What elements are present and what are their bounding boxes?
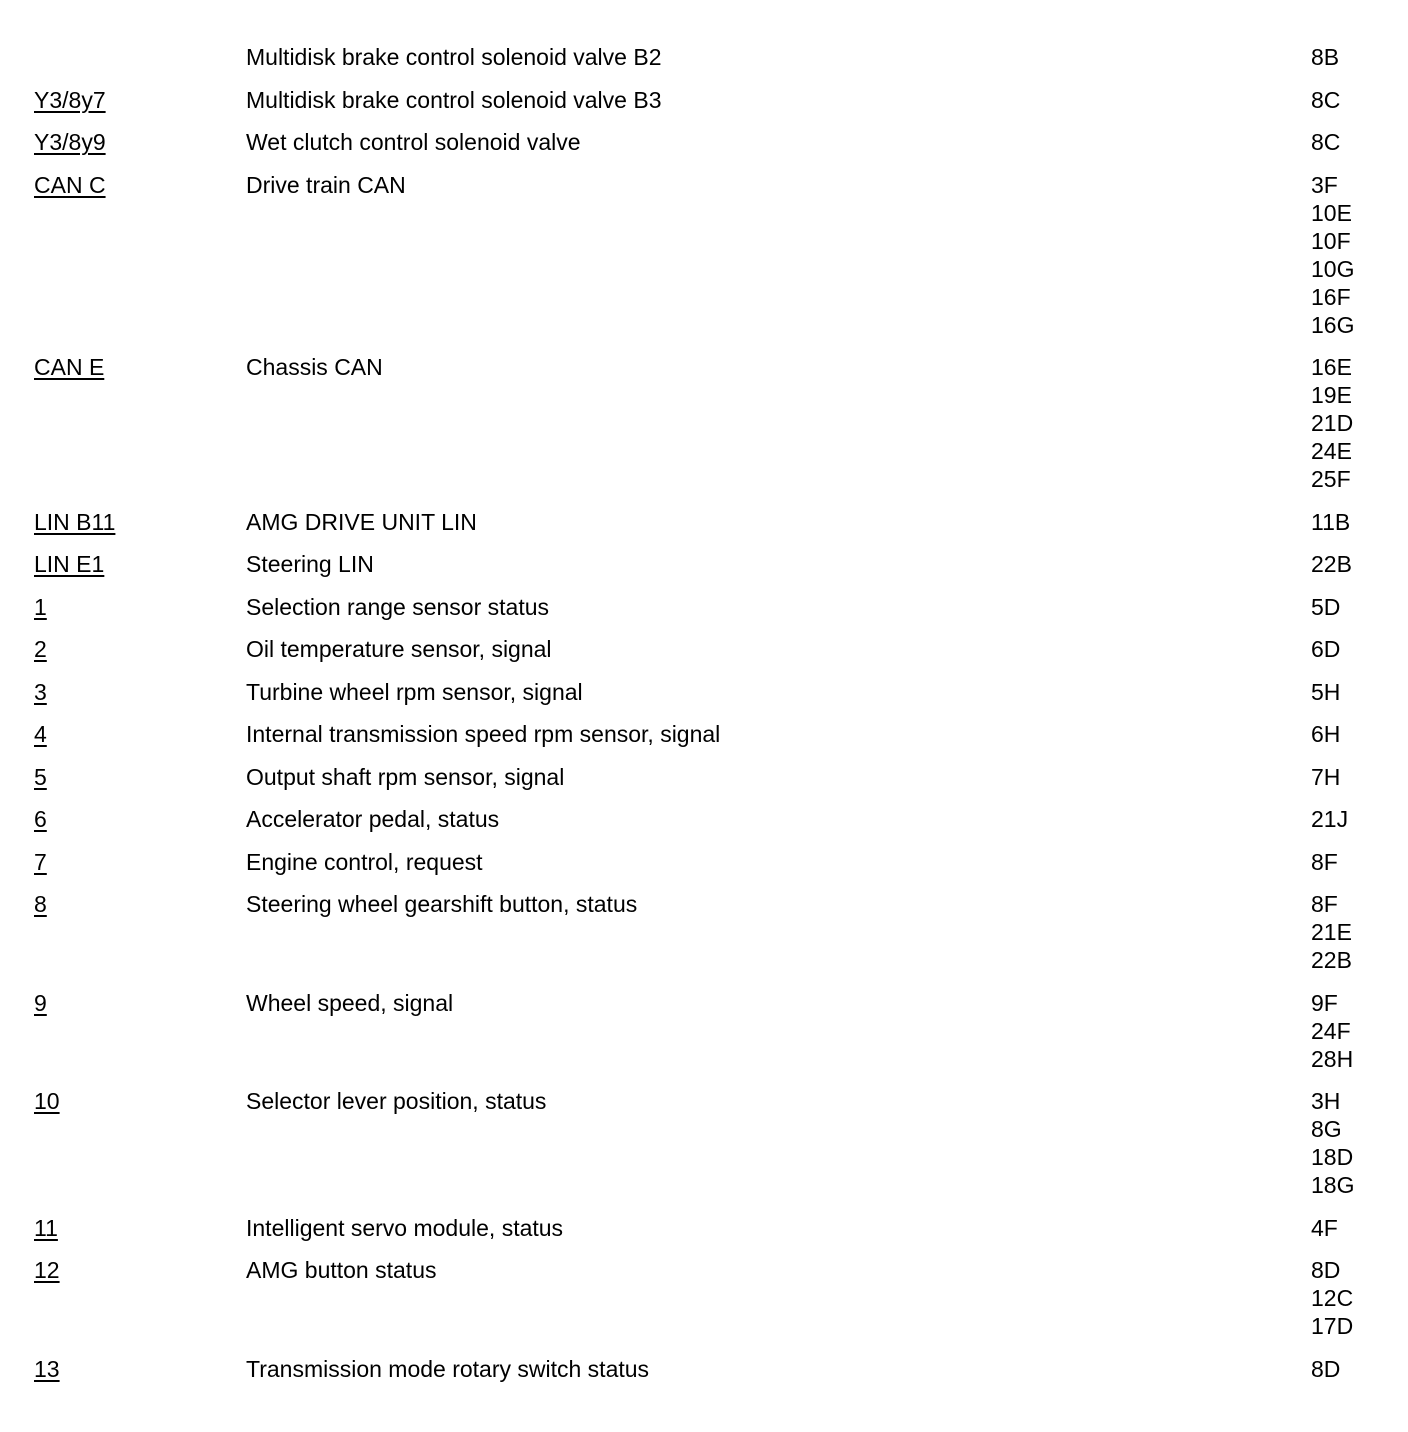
legend-description: Drive train CAN <box>246 171 406 198</box>
legend-grid-refs <box>1311 550 1408 578</box>
legend-row <box>0 550 1408 578</box>
legend-description: Output shaft rpm sensor, signal <box>246 763 565 790</box>
legend-row <box>0 353 1408 493</box>
legend-code-link[interactable]: 6 <box>34 806 47 832</box>
legend-code-link[interactable]: 10 <box>34 1088 60 1114</box>
grid-ref: 4F <box>1311 1214 1338 1241</box>
legend-grid-refs <box>1311 720 1408 748</box>
grid-ref: 28H <box>1311 1045 1354 1072</box>
grid-ref: 8C <box>1311 129 1341 155</box>
legend-grid-refs <box>1311 128 1408 156</box>
grid-ref: 19E <box>1311 382 1352 408</box>
legend-row <box>0 86 1408 114</box>
grid-ref: 16F <box>1311 283 1351 310</box>
legend-grid-refs <box>1311 1087 1408 1199</box>
legend-description: AMG DRIVE UNIT LIN <box>246 508 477 535</box>
legend-description: Transmission mode rotary switch status <box>246 1355 650 1382</box>
legend-code-link[interactable]: 13 <box>34 1355 60 1382</box>
legend-row <box>0 678 1408 706</box>
legend-grid-refs <box>1311 805 1408 833</box>
legend-grid-refs <box>1311 678 1408 706</box>
grid-ref: 3H <box>1311 1088 1341 1114</box>
grid-ref: 8B <box>1311 44 1340 70</box>
grid-ref: 12C <box>1311 1285 1354 1311</box>
grid-ref: 22B <box>1311 947 1352 973</box>
grid-ref: 10G <box>1311 255 1355 282</box>
grid-ref: 8F <box>1311 891 1338 917</box>
legend-description: Steering wheel gearshift button, status <box>246 891 638 917</box>
legend-row <box>0 720 1408 748</box>
legend-grid-refs <box>1311 848 1408 876</box>
legend-description: Turbine wheel rpm sensor, signal <box>246 678 583 705</box>
legend-row <box>0 848 1408 876</box>
grid-ref: 9F <box>1311 989 1338 1016</box>
legend-row <box>0 763 1408 791</box>
legend-description: Accelerator pedal, status <box>246 806 500 832</box>
legend-description: Engine control, request <box>246 848 483 875</box>
grid-ref: 6D <box>1311 636 1341 662</box>
grid-ref: 8F <box>1311 848 1338 875</box>
grid-ref: 18D <box>1311 1144 1354 1170</box>
legend-row <box>0 1256 1408 1340</box>
legend-description: Steering LIN <box>246 551 374 577</box>
legend-description: AMG button status <box>246 1257 437 1283</box>
legend-table <box>0 43 1408 1397</box>
grid-ref: 5H <box>1311 678 1341 705</box>
grid-ref: 8D <box>1311 1257 1341 1283</box>
grid-ref: 10E <box>1311 199 1352 226</box>
legend-code-link[interactable]: LIN E1 <box>34 551 105 577</box>
grid-ref: 5D <box>1311 593 1341 620</box>
legend-row <box>0 635 1408 663</box>
legend-description: Wheel speed, signal <box>246 989 454 1016</box>
grid-ref: 24F <box>1311 1017 1351 1044</box>
grid-ref: 6H <box>1311 721 1341 747</box>
legend-grid-refs <box>1311 593 1408 621</box>
legend-grid-refs <box>1311 763 1408 791</box>
legend-row <box>0 989 1408 1073</box>
grid-ref: 8C <box>1311 86 1341 113</box>
legend-row <box>0 508 1408 536</box>
legend-code-link[interactable]: 7 <box>34 848 47 875</box>
legend-code-link[interactable]: Y3/8y7 <box>34 86 106 113</box>
legend-description: Multidisk brake control solenoid valve B3 <box>246 86 662 113</box>
grid-ref: 7H <box>1311 763 1341 790</box>
grid-ref: 21E <box>1311 919 1352 945</box>
legend-description: Oil temperature sensor, signal <box>246 636 552 662</box>
legend-code-link[interactable]: CAN C <box>34 171 106 198</box>
grid-ref: 16G <box>1311 311 1355 338</box>
grid-ref: 11B <box>1311 508 1351 535</box>
legend-row <box>0 43 1408 71</box>
grid-ref: 3F <box>1311 171 1338 198</box>
legend-code-link[interactable]: 4 <box>34 721 47 747</box>
grid-ref: 16E <box>1311 354 1352 380</box>
legend-row <box>0 593 1408 621</box>
legend-description: Multidisk brake control solenoid valve B2 <box>246 44 662 70</box>
legend-grid-refs <box>1311 890 1408 974</box>
legend-code-link[interactable]: Y3/8y9 <box>34 129 106 155</box>
legend-code-link[interactable]: 8 <box>34 891 47 917</box>
legend-code-link[interactable]: 9 <box>34 989 47 1016</box>
legend-description: Chassis CAN <box>246 354 383 380</box>
legend-grid-refs <box>1311 86 1408 114</box>
legend-description: Intelligent servo module, status <box>246 1214 564 1241</box>
legend-description: Internal transmission speed rpm sensor, signal <box>246 721 721 747</box>
grid-ref: 24E <box>1311 438 1352 464</box>
grid-ref: 22B <box>1311 551 1352 577</box>
grid-ref: 21D <box>1311 410 1354 436</box>
grid-ref: 10F <box>1311 227 1351 254</box>
legend-row <box>0 890 1408 974</box>
legend-grid-refs <box>1311 43 1408 71</box>
legend-code-link[interactable]: 2 <box>34 636 47 662</box>
legend-description: Selection range sensor status <box>246 593 550 620</box>
grid-ref: 21J <box>1311 806 1349 832</box>
legend-code-link[interactable]: 3 <box>34 678 47 705</box>
legend-row <box>0 1087 1408 1199</box>
legend-row <box>0 805 1408 833</box>
legend-grid-refs <box>1311 171 1408 339</box>
grid-ref: 18G <box>1311 1172 1355 1198</box>
legend-description: Wet clutch control solenoid valve <box>246 129 581 155</box>
legend-grid-refs <box>1311 989 1408 1073</box>
legend-code-link[interactable]: 12 <box>34 1257 60 1283</box>
legend-grid-refs <box>1311 353 1408 493</box>
legend-row <box>0 1355 1408 1383</box>
legend-row <box>0 171 1408 339</box>
legend-code-link[interactable]: 11 <box>34 1214 58 1241</box>
legend-code-link[interactable]: LIN B11 <box>34 508 116 535</box>
legend-row <box>0 128 1408 156</box>
legend-grid-refs <box>1311 635 1408 663</box>
legend-grid-refs <box>1311 1355 1408 1383</box>
legend-grid-refs <box>1311 1214 1408 1242</box>
legend-row <box>0 1214 1408 1242</box>
legend-grid-refs <box>1311 1256 1408 1340</box>
grid-ref: 8G <box>1311 1116 1342 1142</box>
legend-description: Selector lever position, status <box>246 1088 547 1114</box>
legend-grid-refs <box>1311 508 1408 536</box>
grid-ref: 17D <box>1311 1313 1354 1339</box>
grid-ref: 8D <box>1311 1355 1341 1382</box>
grid-ref: 25F <box>1311 466 1351 492</box>
legend-code-link[interactable]: 5 <box>34 763 47 790</box>
legend-code-link[interactable]: CAN E <box>34 354 105 380</box>
legend-code-link[interactable]: 1 <box>34 593 47 620</box>
